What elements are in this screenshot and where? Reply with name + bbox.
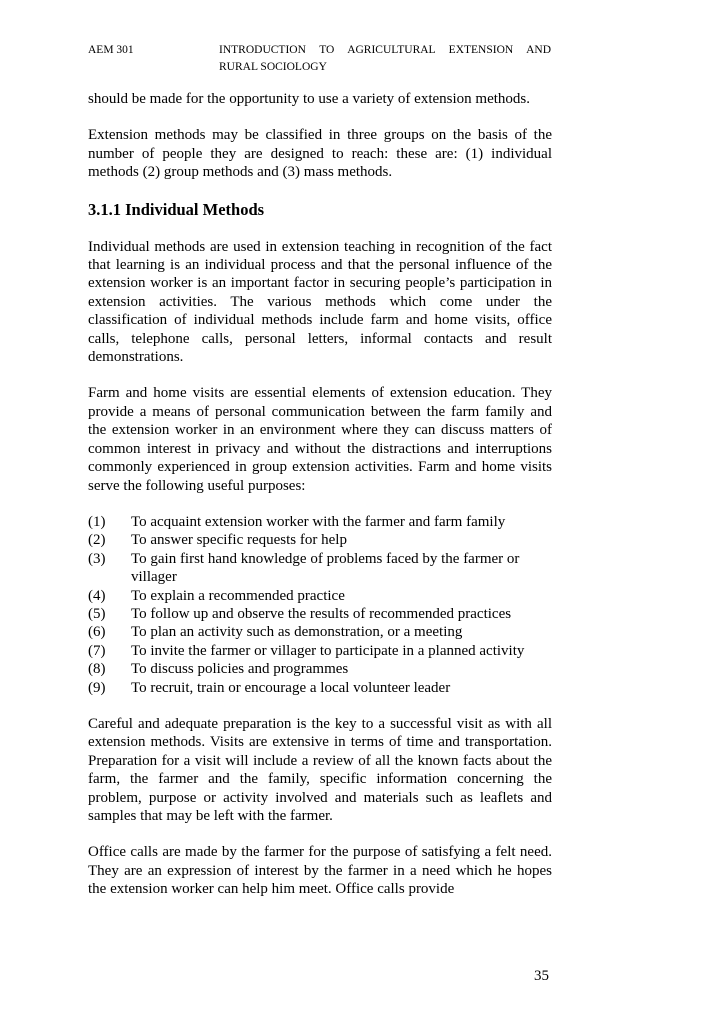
page-number: 35	[534, 968, 549, 984]
list-item-text: To plan an activity such as demonstration, or a meeting	[131, 624, 463, 641]
paragraph-preparation: Careful and adequate preparation is the key to a successful visit as with all extension methods. Visits are extensive in terms of time and transportation. Preparation for a visit will include a review of all the known facts about the farm, the farmer and the family, specific information concerning the problem, purpose or activity involved and materials such as leaflets and samples that may be left with the farmer.	[88, 715, 552, 824]
list-item-number: (1)	[88, 513, 106, 530]
paragraph-farm-home-visits: Farm and home visits are essential elements of extension education. They provide a means of personal communication between the farm family and the extension worker in an environment where they can discuss matters of common interest in privacy and without the distractions and interruptions commonly experienced in group extension activities. Farm and home visits serve the following useful purposes:	[88, 385, 552, 494]
list-item-number: (7)	[88, 642, 106, 659]
list-item	[88, 550, 552, 587]
list-item-number: (3)	[88, 550, 106, 567]
list-item	[88, 642, 552, 660]
list-item	[88, 605, 552, 623]
list-item	[88, 587, 552, 605]
list-item-number: (9)	[88, 679, 106, 696]
list-item-text: To follow up and observe the results of recommended practices	[131, 605, 512, 622]
course-title	[219, 42, 551, 76]
list-item-text: To explain a recommended practice	[131, 587, 345, 604]
list-item-number: (2)	[88, 532, 106, 549]
course-title-line-2: RURAL SOCIOLOGY	[219, 61, 327, 73]
paragraph-classification: Extension methods may be classified in three groups on the basis of the number of people they are designed to reach: these are: (1) individual methods (2) group methods and (3) mass methods.	[88, 127, 552, 181]
list-item	[88, 623, 552, 641]
course-code: AEM 301	[88, 44, 134, 56]
list-item	[88, 660, 552, 678]
body-text	[88, 90, 552, 917]
list-item-text: To discuss policies and programmes	[131, 661, 349, 678]
list-item-number: (5)	[88, 605, 106, 622]
list-item-text: To answer specific requests for help	[131, 532, 347, 549]
list-item-text: To acquaint extension worker with the farmer and farm family	[131, 513, 506, 530]
list-item-number: (4)	[88, 587, 106, 604]
list-item	[88, 531, 552, 549]
purposes-list	[88, 513, 552, 697]
list-item	[88, 513, 552, 531]
list-item-text: To recruit, train or encourage a local volunteer leader	[131, 679, 451, 696]
list-item-text: To invite the farmer or villager to participate in a planned activity	[131, 642, 525, 659]
paragraph-continuation: should be made for the opportunity to use a variety of extension methods.	[88, 91, 530, 107]
course-title-line-1: INTRODUCTION TO AGRICULTURAL EXTENSION AND	[219, 44, 551, 56]
paragraph-office-calls: Office calls are made by the farmer for the purpose of satisfying a felt need. They are an expression of interest by the farmer in a need which he hopes the extension worker can help him meet. Office calls provide	[88, 844, 552, 898]
paragraph-individual-methods: Individual methods are used in extension teaching in recognition of the fact that learning is an individual process and that the personal influence of the extension worker is an important factor in securing people’s participation in extension activities. The various methods which come under the classification of individual methods include farm and home visits, office calls, telephone calls, personal letters, informal contacts and result demonstrations.	[88, 238, 552, 366]
list-item-number: (8)	[88, 661, 106, 678]
list-item	[88, 679, 552, 697]
list-item-text: To gain first hand knowledge of problems faced by the farmer or villager	[131, 550, 520, 586]
list-item-number: (6)	[88, 624, 106, 641]
section-heading: 3.1.1 Individual Methods	[88, 199, 265, 219]
